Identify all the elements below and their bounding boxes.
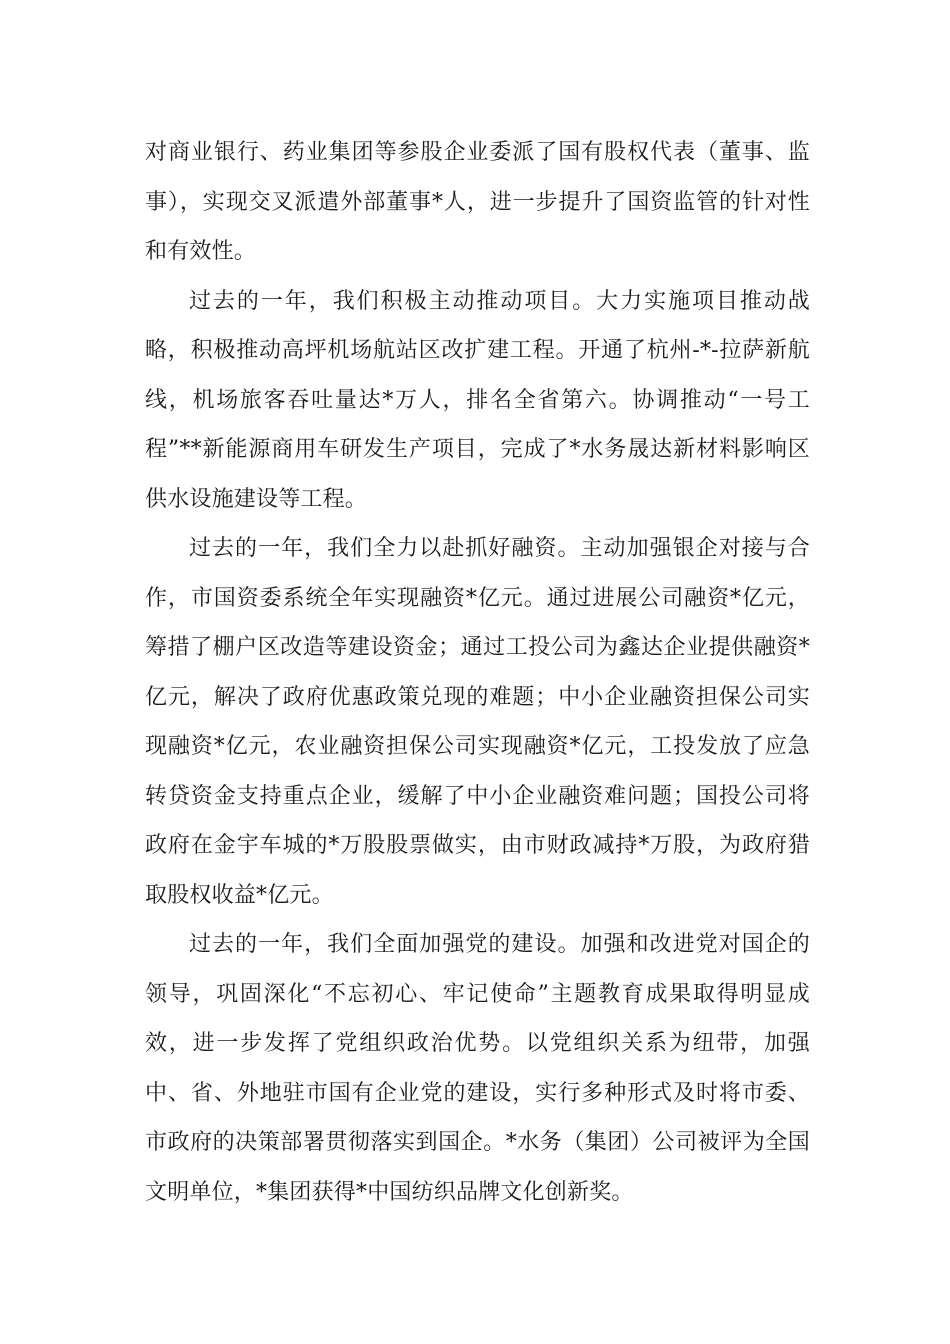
paragraph-1: 对商业银行、药业集团等参股企业委派了国有股权代表（董事、监事），实现交叉派遣外部董事*人，进一步提升了国资监管的针对性和有效性。 (145, 140, 810, 264)
paragraph-3: 过去的一年，我们全力以赴抓好融资。主动加强银企对接与合作，市国资委系统全年实现融资*亿元。通过进展公司融资*亿元，筹措了棚户区改造等建设资金；通过工投公司为鑫达企业提供融资*亿元，解决了政府优惠政策兑现的难题；中小企业融资担保公司实现融资*亿元，农业融资担保公司实现融资*亿元，工投发放了应急转贷资金支持重点企业，缓解了中小企业融资难问题；国投公司将政府在金宇车城的*万股股票做实，由市财政减持*万股，为政府猎取股权收益*亿元。 (145, 536, 810, 908)
paragraph-2: 过去的一年，我们积极主动推动项目。大力实施项目推动战略，积极推动高坪机场航站区改扩建工程。开通了杭州-*-拉萨新航线，机场旅客吞吐量达*万人，排名全省第六。协调推动“一号工程”**新能源商用车研发生产项目，完成了*水务晟达新材料影响区供水设施建设等工程。 (145, 288, 810, 512)
document-body (145, 128, 810, 1217)
paragraph-4: 过去的一年，我们全面加强党的建设。加强和改进党对国企的领导，巩固深化“不忘初心、牢记使命”主题教育成果取得明显成效，进一步发挥了党组织政治优势。以党组织关系为纽带，加强中、省、外地驻市国有企业党的建设，实行多种形式及时将市委、市政府的决策部署贯彻落实到国企。*水务（集团）公司被评为全国文明单位，*集团获得*中国纺织品牌文化创新奖。 (145, 932, 810, 1205)
